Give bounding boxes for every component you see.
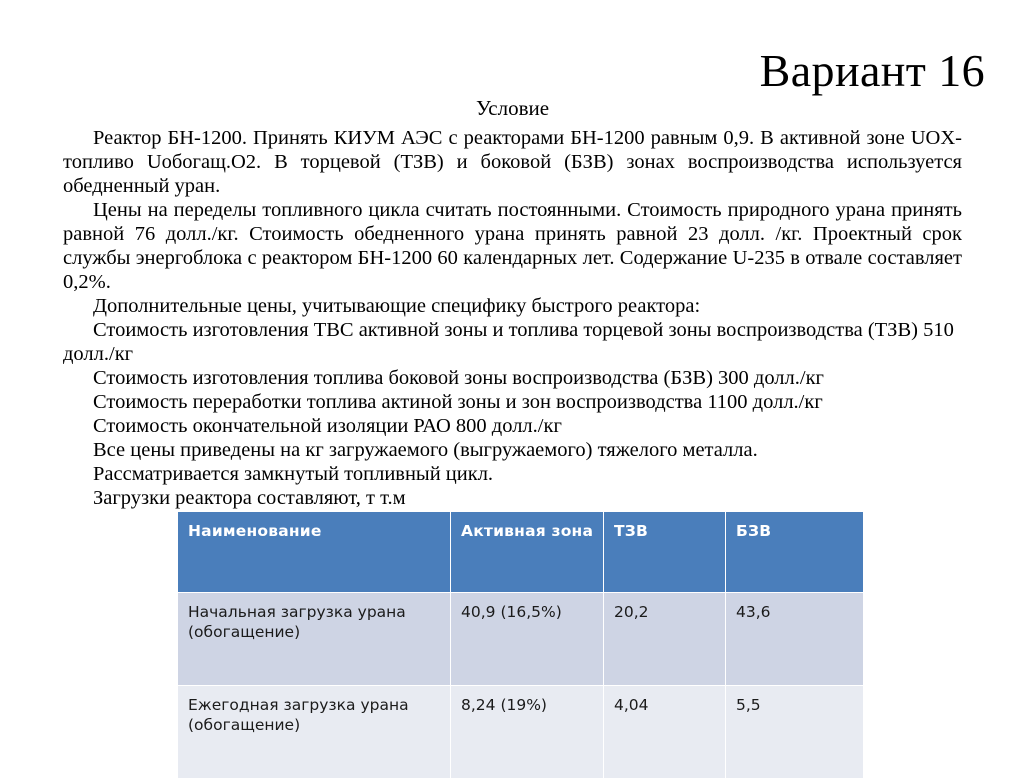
paragraph-reprocessing-cost: Стоимость переработки топлива актиной зоны и зон воспроизводства 1100 долл./кг xyxy=(93,390,823,413)
table-head xyxy=(178,512,864,593)
paragraph-prices-per-kg-note: Все цены приведены на кг загружаемого (выгружаемого) тяжелого металла. xyxy=(93,438,758,461)
page-title: Вариант 16 xyxy=(759,44,985,96)
column-header-name: Наименование xyxy=(178,512,451,593)
cell-load-name-line1: Начальная загрузка урана xyxy=(188,603,406,621)
cell-bzv: 43,6 xyxy=(726,593,864,686)
cell-bzv: 5,5 xyxy=(726,686,864,779)
column-header-active-zone: Активная зона xyxy=(451,512,604,593)
paragraph-core-tzv-fabrication-cost: Стоимость изготовления ТВС активной зоны и топлива торцевой зоны воспроизводства (ТЗВ) 510 долл./кг xyxy=(63,318,954,365)
cell-load-name xyxy=(178,686,451,779)
cell-load-name-line2: (обогащение) xyxy=(188,715,301,734)
table-header-row xyxy=(178,512,864,593)
reactor-loads-table xyxy=(177,511,864,779)
section-heading-condition: Условие xyxy=(475,96,550,120)
paragraph-reactor-loads-intro: Загрузки реактора составляют, т т.м xyxy=(93,486,406,509)
column-header-tzv: ТЗВ xyxy=(604,512,726,593)
table-row xyxy=(178,593,864,686)
cell-load-name xyxy=(178,593,451,686)
table-body xyxy=(178,593,864,779)
table-row xyxy=(178,686,864,779)
paragraph-additional-prices-intro: Дополнительные цены, учитывающие специфику быстрого реактора: xyxy=(93,294,701,317)
cell-load-name-line1: Ежегодная загрузка урана xyxy=(188,696,409,714)
column-header-bzv: БЗВ xyxy=(726,512,864,593)
paragraph-rao-isolation-cost: Стоимость окончательной изоляции РАО 800 долл./кг xyxy=(93,414,562,437)
cell-load-name-line2: (обогащение) xyxy=(188,622,301,641)
cell-tzv: 4,04 xyxy=(604,686,726,779)
paragraph-prices-overview: Цены на переделы топливного цикла считать постоянными. Стоимость природного урана принять равной 76 долл./кг. Стоимость обедненного урана принять равной 23 долл. /кг. Проектный срок службы энергоблока с реактором БН-1200 60 календарных лет. Содержание U-235 в отвале составляет 0,2%. xyxy=(63,198,962,293)
cell-active-zone: 8,24 (19%) xyxy=(451,686,604,779)
paragraph-reactor-overview: Реактор БН-1200. Принять КИУМ АЭС с реакторами БН-1200 равным 0,9. В активной зоне UOX- топливо Uобогащ.О2. В торцевой (ТЗВ) и боковой (БЗВ) зонах воспроизводства используется обедненный уран. xyxy=(63,126,962,197)
cell-active-zone: 40,9 (16,5%) xyxy=(451,593,604,686)
paragraph-bzv-fabrication-cost: Стоимость изготовления топлива боковой зоны воспроизводства (БЗВ) 300 долл./кг xyxy=(93,366,824,389)
paragraph-closed-fuel-cycle-note: Рассматривается замкнутый топливный цикл. xyxy=(93,462,494,485)
cell-tzv: 20,2 xyxy=(604,593,726,686)
condition-body xyxy=(63,96,962,511)
